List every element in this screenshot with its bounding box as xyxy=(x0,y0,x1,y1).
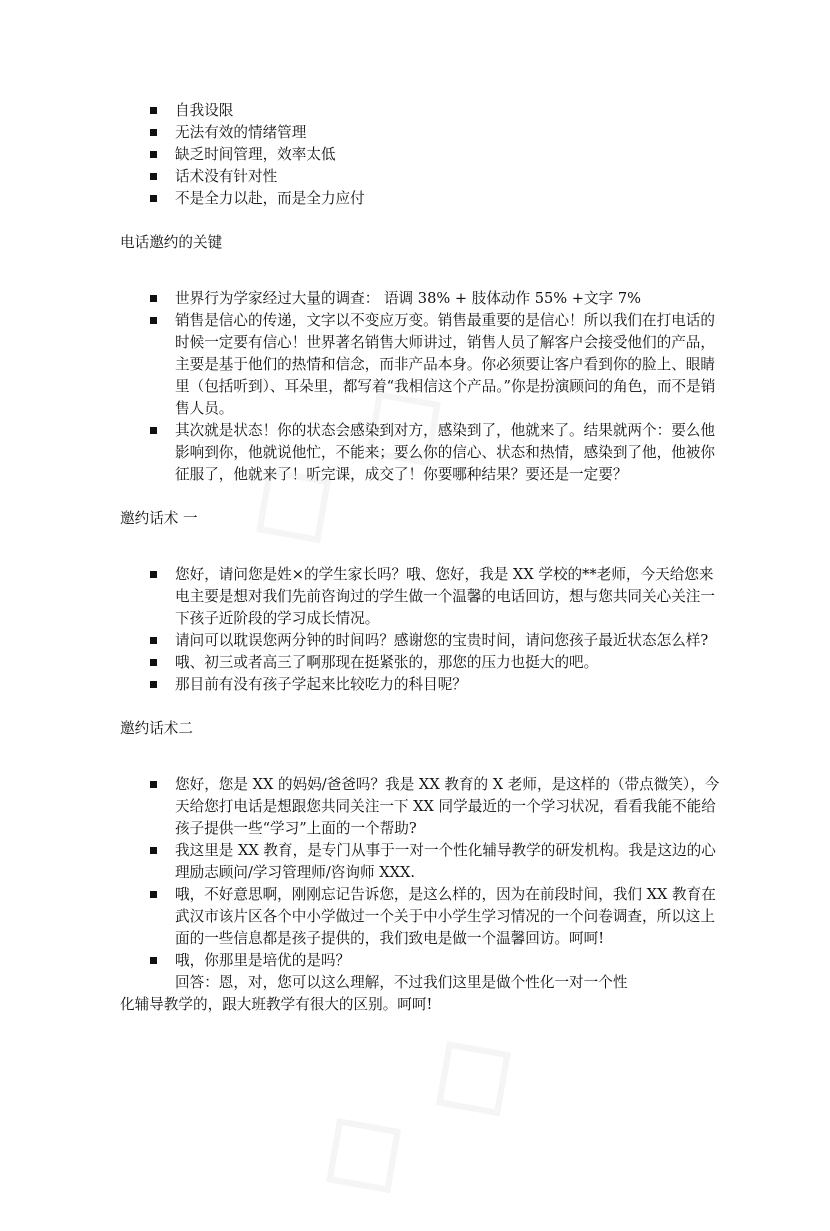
square-bullet-icon xyxy=(150,195,157,202)
list-item xyxy=(120,564,720,630)
list-item-text: 请问可以耽误您两分钟的时间吗？感谢您的宝贵时间，请问您孩子最近状态怎么样? xyxy=(175,632,709,649)
key-points-list xyxy=(120,288,720,486)
answer-line-1: 回答：恩，对，您可以这么理解，不过我们这里是做个性化一对一个性 xyxy=(175,974,628,991)
list-item-text: 自我设限 xyxy=(175,102,234,119)
answer-line-2: 化辅导教学的，跟大班教学有很大的区别。呵呵! xyxy=(120,996,433,1013)
list-item-text: 您好，您是 XX 的妈妈/爸爸吗？我是 XX 教育的 X 老师，是这样的（带点微笑），今天给您打电话是想跟您共同关注一下 XX 同学最近的一个学习状况，看看我能不能给孩子提供一些“学习”上面的一个帮助? xyxy=(175,776,720,837)
list-item xyxy=(120,674,720,696)
list-item xyxy=(120,840,720,884)
list-item xyxy=(120,884,720,950)
square-bullet-icon xyxy=(150,891,157,898)
square-bullet-icon xyxy=(150,659,157,666)
list-item xyxy=(120,774,720,840)
list-item-text: 世界行为学家经过大量的调查： 语调 38% + 肢体动作 55% +文字 7% xyxy=(175,290,642,307)
list-item xyxy=(120,122,720,144)
list-item-text: 其次就是状态！你的状态会感染到对方，感染到了，他就来了。结果就两个：要么他影响到你，他就说他忙，不能来；要么你的信心、状态和热情，感染到了他，他被你征服了，他就来了！听完课，成交了！你要哪种结果？要还是一定要？ xyxy=(175,422,715,483)
list-item xyxy=(120,100,720,122)
list-item-text: 哦，你那里是培优的是吗？ xyxy=(175,952,351,969)
list-item xyxy=(120,188,720,210)
list-item xyxy=(120,144,720,166)
square-bullet-icon xyxy=(150,173,157,180)
section-heading-script-2: 邀约话术二 xyxy=(120,720,193,737)
list-item-text: 无法有效的情绪管理 xyxy=(175,124,307,141)
list-item xyxy=(120,950,720,972)
list-item xyxy=(120,630,720,652)
section-heading-key: 电话邀约的关键 xyxy=(120,234,223,251)
square-bullet-icon xyxy=(150,957,157,964)
section-heading-script-1: 邀约话术 一 xyxy=(120,510,198,527)
script-2-list xyxy=(120,774,720,972)
watermark xyxy=(281,988,546,1231)
list-item xyxy=(120,310,720,420)
square-bullet-icon xyxy=(150,847,157,854)
list-item-text: 销售是信心的传递，文字以不变应万变。销售最重要的是信心！所以我们在打电话的时候一定要有信心！世界著名销售大师讲过，销售人员了解客户会接受他们的产品，主要是基于他们的热情和信念，而非产品本身。你必须要让客户看到你的脸上、眼睛里（包括听到）、耳朵里，都写着“我相信这个产品。”你是扮演顾问的角色，而不是销售人员。 xyxy=(175,312,716,417)
square-bullet-icon xyxy=(150,107,157,114)
list-item-text: 话术没有针对性 xyxy=(175,168,278,185)
list-item xyxy=(120,288,720,310)
obstacle-list xyxy=(120,100,720,210)
square-bullet-icon xyxy=(150,637,157,644)
list-item-text: 哦、初三或者高三了啊那现在挺紧张的，那您的压力也挺大的吧。 xyxy=(175,654,599,671)
answer-paragraph xyxy=(120,972,720,1016)
list-item xyxy=(120,420,720,486)
square-bullet-icon xyxy=(150,681,157,688)
document-body xyxy=(120,100,720,1016)
list-item-text: 不是全力以赴，而是全力应付 xyxy=(175,190,365,207)
square-bullet-icon xyxy=(150,571,157,578)
list-item-text: 哦，不好意思啊，刚刚忘记告诉您，是这么样的，因为在前段时间，我们 XX 教育在武汉市该片区各个中小学做过一个关于中小学生学习情况的一个问卷调查，所以这上面的一些信息都是孩子提供的，我们致电是做一个温馨回访。呵呵! xyxy=(175,886,716,947)
square-bullet-icon xyxy=(150,781,157,788)
list-item-text: 缺乏时间管理，效率太低 xyxy=(175,146,336,163)
list-item-text: 您好，请问您是姓×的学生家长吗？哦、您好，我是 XX 学校的**老师，今天给您来电主要是想对我们先前咨询过的学生做一个温馨的电话回访，想与您共同关心关注一下孩子近阶段的学习成长情况。 xyxy=(175,566,715,627)
square-bullet-icon xyxy=(150,151,157,158)
square-bullet-icon xyxy=(150,317,157,324)
square-bullet-icon xyxy=(150,427,157,434)
square-bullet-icon xyxy=(150,295,157,302)
square-bullet-icon xyxy=(150,129,157,136)
list-item-text: 那目前有没有孩子学起来比较吃力的科目呢？ xyxy=(175,676,467,693)
list-item xyxy=(120,166,720,188)
list-item-text: 我这里是 XX 教育，是专门从事于一对一个性化辅导教学的研发机构。我是这边的心理励志顾问/学习管理师/咨询师 XXX. xyxy=(175,842,716,881)
script-1-list xyxy=(120,564,720,696)
list-item xyxy=(120,652,720,674)
